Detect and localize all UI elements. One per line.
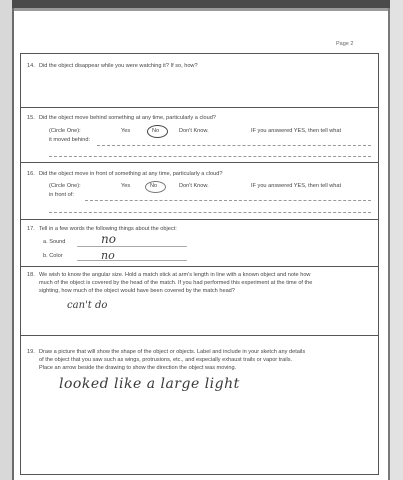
q16-dont-know: Don't Know. <box>179 183 209 189</box>
q16-yes: Yes <box>121 183 131 189</box>
q17-text: Tell in a few words the following things about the object: <box>39 226 177 232</box>
q17-sound-line <box>77 246 187 247</box>
q19-line-2: of the object that you saw such as wings, protrusions, etc., and especially exhaust trails or vapor trails. <box>39 357 293 363</box>
question-17 <box>21 220 378 267</box>
q15-circle-one: (Circle One): <box>49 128 81 134</box>
question-14 <box>21 54 378 108</box>
q18-answer: can't do <box>67 300 108 311</box>
q17-number: 17. <box>27 226 35 232</box>
q15-followup: it moved behind: <box>49 137 91 143</box>
q17-sound-answer: no <box>101 232 116 246</box>
q16-text: Did the object move in front of something at any time, particularly a cloud? <box>39 171 223 177</box>
scan-right-margin <box>390 0 403 480</box>
q19-number: 19. <box>27 349 35 355</box>
q16-no: No <box>150 183 158 189</box>
q18-line-3: sighting, how much of the object would have been covered by the match head? <box>39 288 235 294</box>
q16-number: 16. <box>27 171 35 177</box>
scan-top-edge <box>0 8 403 11</box>
question-18 <box>21 267 378 336</box>
q14-text: Did the object disappear while you were watching it? If so, how? <box>39 63 198 69</box>
question-19 <box>21 336 378 474</box>
q18-number: 18. <box>27 272 35 278</box>
scan-left-margin <box>0 0 12 480</box>
q16-answer-line-2 <box>49 212 371 213</box>
q16-circle-one: (Circle One): <box>49 183 81 189</box>
q19-line-1: Draw a picture that will show the shape of the object or objects. Label and include in your sketch any details <box>39 349 306 355</box>
q19-line-3: Place an arrow beside the drawing to show the direction the object was moving. <box>39 365 237 371</box>
q15-number: 15. <box>27 115 35 121</box>
question-15 <box>21 108 378 163</box>
q16-if-yes: IF you answered YES, then tell what <box>251 183 342 189</box>
scan-top-border <box>0 0 403 8</box>
q14-number: 14. <box>27 63 35 69</box>
q15-text: Did the object move behind something at any time, particularly a cloud? <box>39 115 216 121</box>
q15-if-yes: IF you answered YES, then tell what <box>251 128 342 134</box>
q16-followup: in front of: <box>49 192 74 198</box>
q19-answer: looked like a large light <box>59 376 240 392</box>
q18-line-2: much of the object is covered by the head of the match. If you had performed this experiment at the time of the <box>39 280 313 286</box>
q15-dont-know: Don't Know. <box>179 128 209 134</box>
q16-answer-line <box>85 200 371 201</box>
questionnaire-form <box>20 53 379 475</box>
scan-left-edge <box>12 8 14 480</box>
q15-answer-line <box>97 145 371 146</box>
q17-color-line <box>77 260 187 261</box>
q18-line-1: We wish to know the angular size. Hold a match stick at arm's length in line with a known object and note how <box>39 272 311 278</box>
q15-no: No <box>152 128 160 134</box>
question-16 <box>21 163 378 220</box>
q15-yes: Yes <box>121 128 131 134</box>
q17-color-answer: no <box>101 249 115 262</box>
page-number: Page 2 <box>336 41 354 47</box>
q15-answer-line-2 <box>49 156 371 157</box>
q17-sound-label: a. Sound <box>43 239 66 245</box>
q17-color-label: b. Color <box>43 253 63 259</box>
